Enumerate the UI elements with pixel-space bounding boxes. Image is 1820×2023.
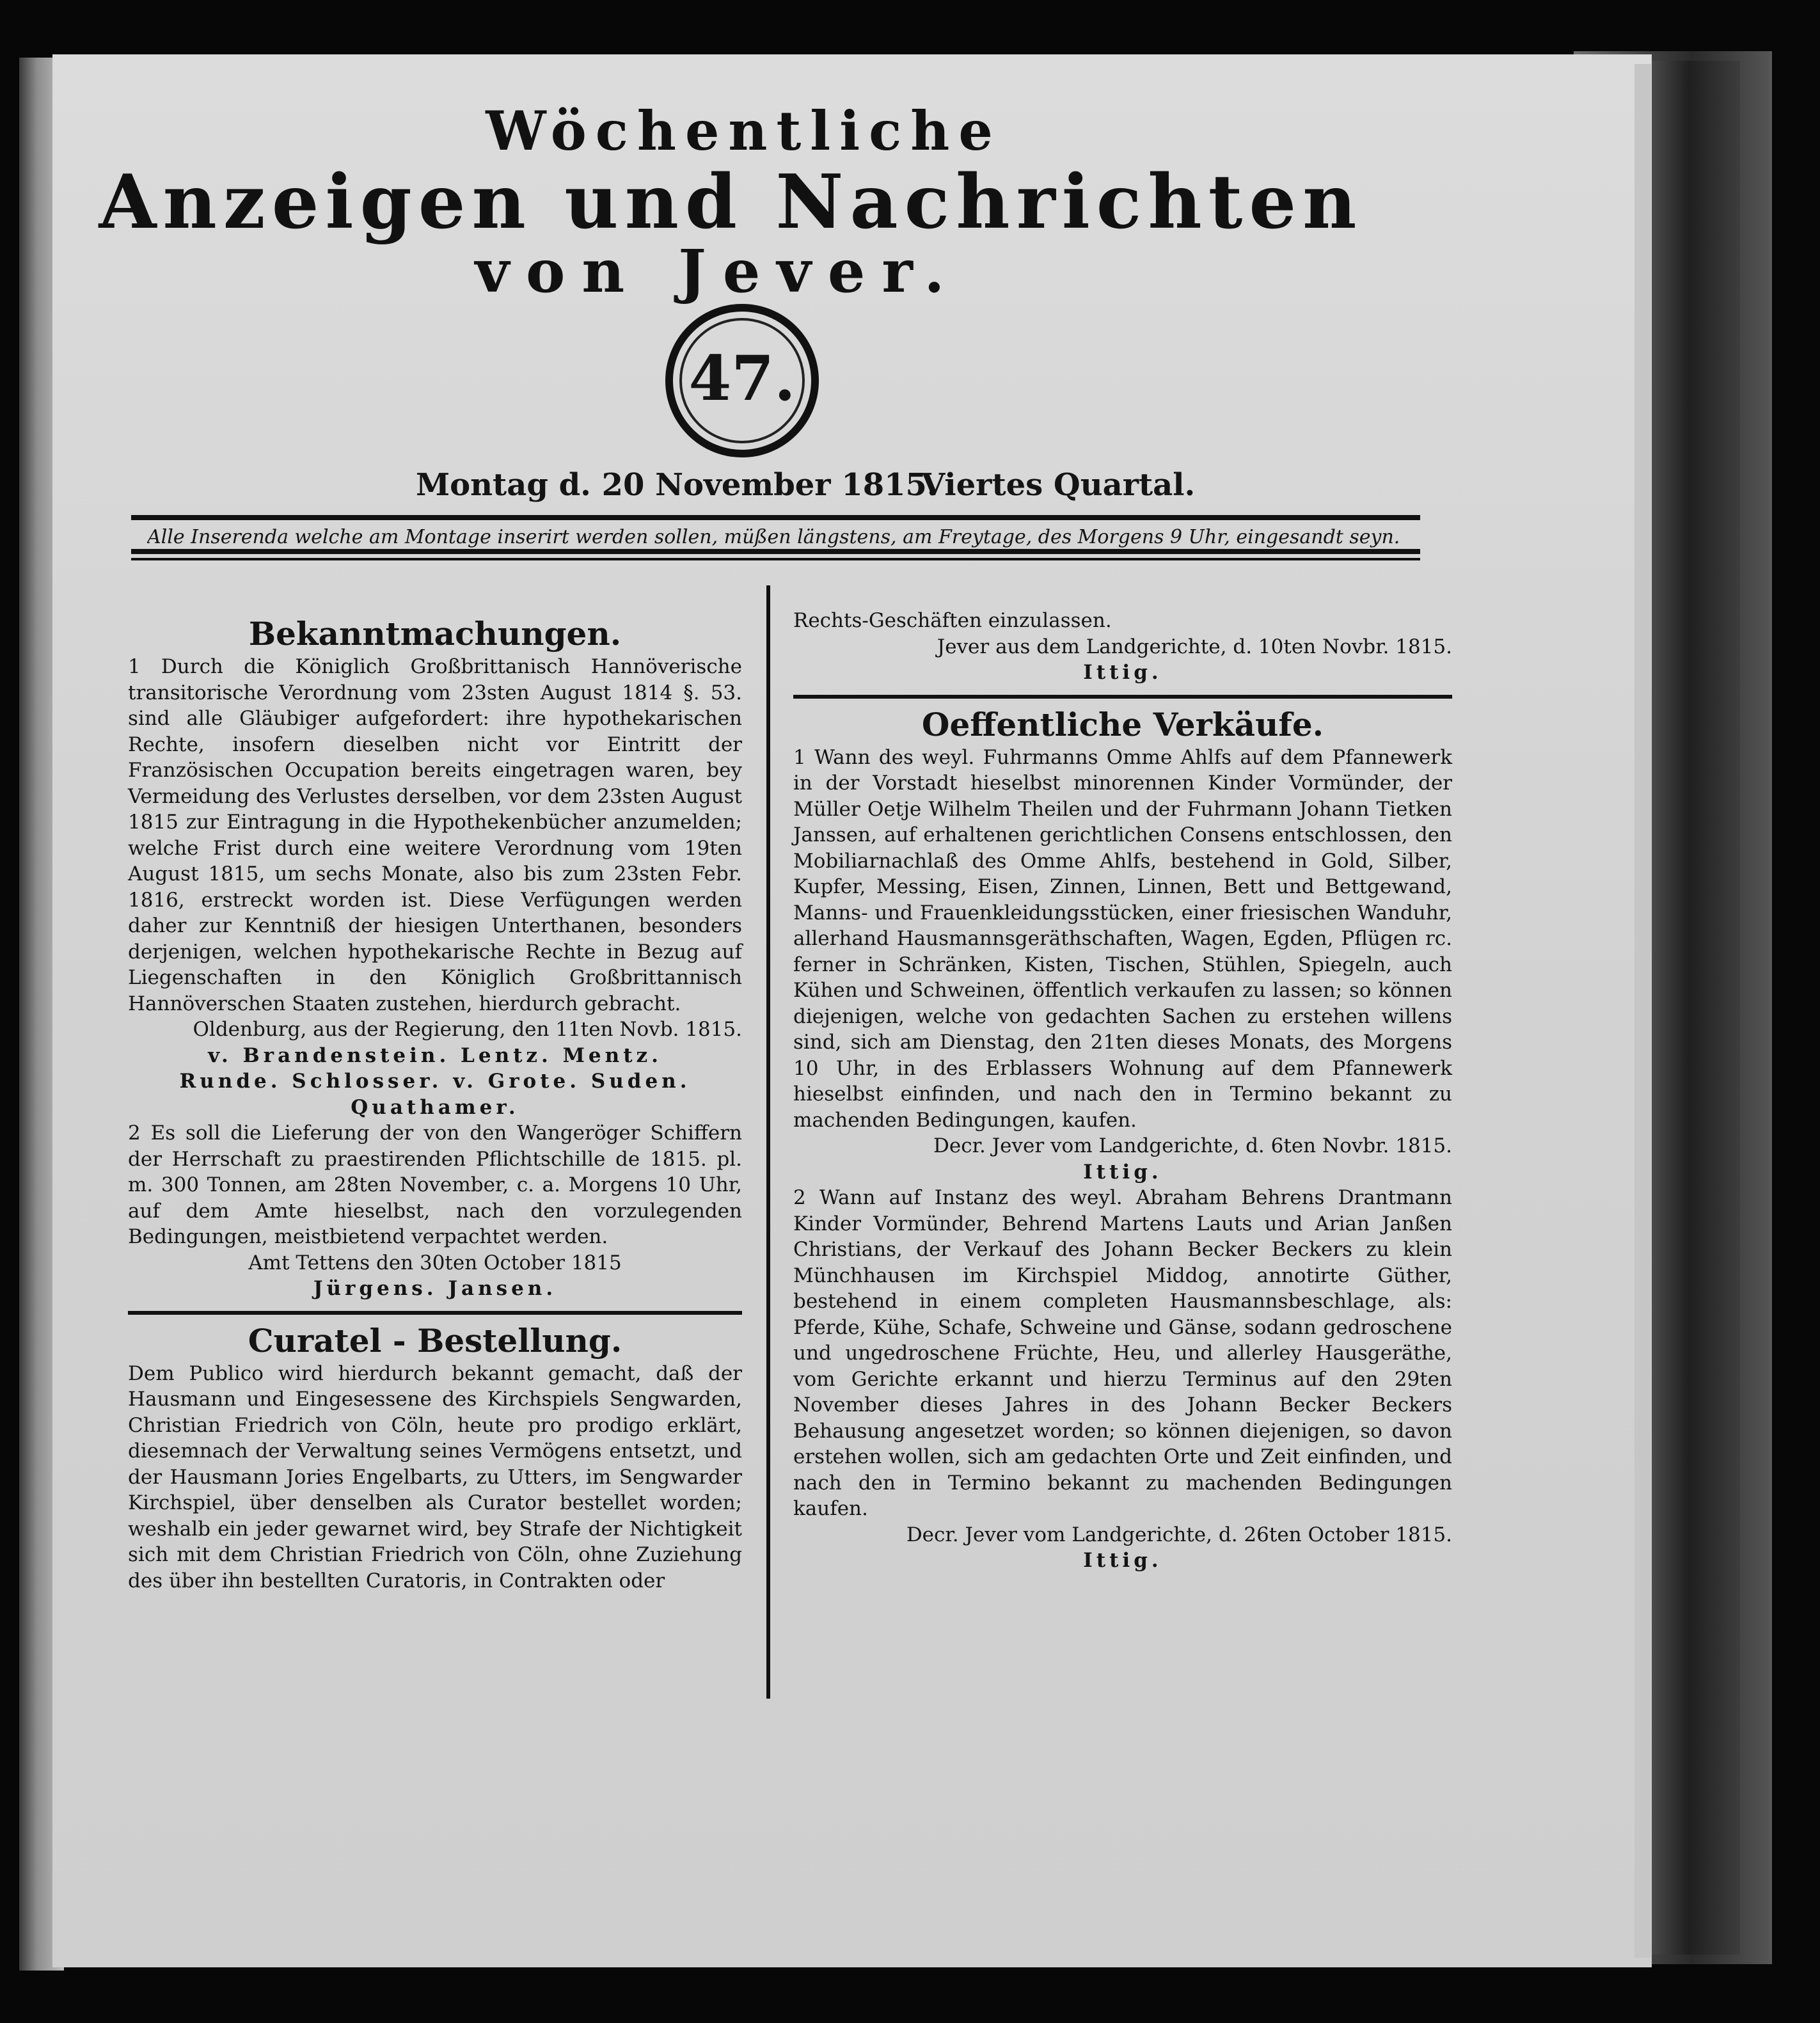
announcement-1-place: Oldenburg, aus der Regierung, den 11ten Novb. 1815. — [193, 1018, 742, 1041]
masthead-line-3: von Jever. — [475, 237, 961, 306]
sale-2-place: Decr. Jever vom Landgerichte, d. 26ten October 1815. — [906, 1523, 1452, 1546]
section-divider-right — [793, 695, 1452, 699]
sale-2-text: 2 Wann auf Instanz des weyl. Abraham Behrens Drantmann Kinder Vormünder, Behrend Martens Lauts und Arian Janßen Christians, der Verkauf des Johann Becker Beckers zu klein Münchhausen im Kirchspiel Middog, annotirte Güther, bestehend in einem completen Hausmannsbeschlage, als: Pferde, Kühe, Schafe, Schweine und Gänse, sodann gedroschene und ungedroschene Früchte, Heu, und allerley Hausgeräthe, vom Gerichte erkannt und hierzu Terminus auf den 29ten November dieses Jahres in des Johann Becker Beckers Behausung angesetzet worden; so können diejenigen, so davon erstehen wollen, sich am gedachten Orte und Zeit einfinden, und nach den in Termino bekannt zu machenden Bedingungen kaufen. — [793, 1186, 1452, 1520]
masthead-line-1: Wöchentliche — [486, 99, 1002, 163]
announcement-1-text: 1 Durch die Königlich Großbrittanisch Hannöverische transitorische Verordnung vom 23sten August 1814 §. 53. sind alle Gläubiger aufgefordert: ihre hypothekarischen Rechte, insofern dieselben nicht vor Eintritt der Französischen Occupation bereits eingetragen waren, bey Vermeidung des Verlustes derselben, vor dem 23sten August 1815 zur Eintragung in die Hypothekenbücher anzumelden; welche Frist durch eine weitere Verordnung vom 19ten August 1815, um sechs Monate, also bis zum 23sten Febr. 1816, erstreckt worden ist. Diese Verfügungen werden daher zur Kenntniß der hiesigen Unterthanen, besonders derjenigen, welchen hypothekarische Rechte in Bezug auf Liegenschaften in den Königlich Großbrittannisch Hannöverschen Staaten zustehen, hierdurch gebracht. — [128, 655, 742, 1015]
page-edge-strip — [1634, 64, 1651, 1958]
right-column — [793, 608, 1452, 1574]
issue-quarter: Viertes Quartal. — [921, 467, 1196, 503]
notice-rule-upper — [131, 549, 1420, 554]
book-cover-shadow — [1638, 61, 1740, 1955]
announcement-1-signatures-2: Runde. Schlosser. v. Grote. Suden. — [179, 1070, 691, 1093]
sale-1-text: 1 Wann des weyl. Fuhrmanns Omme Ahlfs auf dem Pfannewerk in der Vorstadt hieselbst minorennen Kinder Vormünder, der Müller Oetje Wilhelm Theilen und der Fuhrmann Johann Tietken Janssen, auf erhaltenen gerichtlichen Consens entschlossen, den Mobiliarnachlaß des Omme Ahlfs, bestehend in Gold, Silber, Kupfer, Messing, Eisen, Zinnen, Linnen, Bett und Bettgewand, Manns- und Frauenkleidungsstücken, einer friesischen Wanduhr, allerhand Hausmannsgeräthschaften, Wagen, Egden, Pflügen rc. ferner in Schränken, Kisten, Tischen, Stühlen, Spiegeln, auch Kühen und Schweinen, öffentlich verkaufen zu lassen; so können diejenigen, welche von gedachten Sachen zu erstehen willens sind, sich am Dienstag, den 21ten dieses Monats, des Morgens 10 Uhr, in des Erblassers Wohnung auf dem Pfannewerk hieselbst einfinden, und nach den in Termino bekannt zu machenden Bedingungen, kaufen. — [793, 745, 1452, 1132]
section-heading-announcements: Bekanntmachungen. — [248, 615, 622, 653]
announcement-1-signatures-3: Quathamer. — [351, 1095, 519, 1119]
section-heading-curatel: Curatel - Bestellung. — [248, 1321, 622, 1360]
left-column — [128, 614, 742, 1594]
announcement-1-signatures-1: v. Brandenstein. Lentz. Mentz. — [208, 1043, 662, 1067]
sale-2-signature: Ittig. — [1083, 1549, 1162, 1572]
continuation-place: Jever aus dem Landgerichte, d. 10ten Novbr. 1815. — [937, 635, 1452, 658]
submission-notice: Alle Inserenda welche am Montage inserirt werden sollen, müßen längstens, am Freytage, des Morgens 9 Uhr, eingesandt seyn. — [147, 526, 1400, 548]
masthead-line-2: Anzeigen und Nachrichten — [99, 159, 1363, 246]
section-heading-sales: Oeffentliche Verkäufe. — [921, 705, 1324, 743]
issue-number: 47. — [688, 342, 796, 415]
announcement-2-place: Amt Tettens den 30ten October 1815 — [248, 1251, 622, 1274]
announcement-2-signatures: Jürgens. Jansen. — [313, 1277, 557, 1300]
continuation-signature: Ittig. — [1083, 661, 1162, 684]
section-divider-left — [128, 1311, 742, 1315]
sale-1-signature: Ittig. — [1083, 1160, 1162, 1184]
curatel-text: Dem Publico wird hierdurch bekannt gemacht, daß der Hausmann und Eingesessene des Kirchspiels Sengwarden, Christian Friedrich von Cöln, heute pro prodigo erklärt, diesemnach der Verwaltung seines Vermögens entsetzt, und der Hausmann Jories Engelbarts, zu Utters, im Sengwarder Kirchspiel, über denselben als Curator bestellet worden; weshalb ein jeder gewarnet wird, bey Strafe der Nichtigkeit sich mit dem Christian Friedrich von Cöln, ohne Zuziehung des über ihn bestellten Curatoris, in Contrakten oder — [128, 1361, 742, 1592]
announcement-2-text: 2 Es soll die Lieferung der von den Wangeröger Schiffern der Herrschaft zu praestirenden Pflichtschille de 1815. pl. m. 300 Tonnen, am 28ten November, c. a. Morgens 10 Uhr, auf dem Amte hieselbst, nach den vorzulegenden Bedingungen, meistbietend verpachtet werden. — [128, 1122, 742, 1248]
column-divider — [766, 585, 770, 1699]
notice-rule-lower — [131, 558, 1420, 560]
continuation-text: Rechts-Geschäften einzulassen. — [793, 609, 1112, 632]
top-rule — [131, 515, 1420, 520]
issue-date: Montag d. 20 November 1815. — [416, 467, 938, 503]
sale-1-place: Decr. Jever vom Landgerichte, d. 6ten Novbr. 1815. — [933, 1134, 1452, 1157]
